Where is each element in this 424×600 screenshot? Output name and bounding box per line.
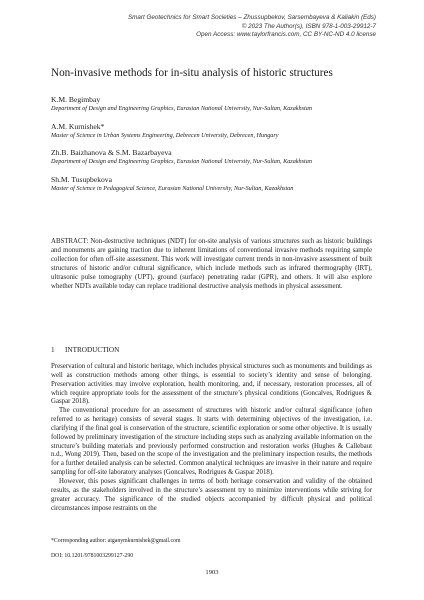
body-text — [51, 363, 372, 513]
author-name: K.M. Begimbay — [51, 95, 101, 104]
corresponding-author-note: *Corresponding author: aiganymkurnishek@gmail.com — [51, 538, 181, 544]
section-heading — [51, 345, 119, 355]
author-affiliation: Department of Design and Engineering Graphics, Eurasian National University, Nur-Sultan, Kazakhstan — [51, 105, 312, 112]
footnote — [51, 537, 372, 560]
author-block — [51, 95, 381, 114]
author-name: Zh.B. Baizhanova & S.M. Bazarbayeva — [51, 148, 172, 158]
running-header — [36, 14, 376, 40]
author-list — [51, 95, 381, 202]
page-number: 1903 — [205, 569, 219, 576]
author-affiliation: Master of Science in Pedagogical Science, Eurasian National University, Nur-Sultan, Kazakhstan — [51, 185, 294, 193]
abstract: ABSTRACT: Non-destructive techniques (NDT) for on-site analysis of various structures such as historic buildings and monuments are gaining traction due to inherent limitations of conventional invasive methods requiring sample collection for often off-site assessment. This work will investigate current trends in non-invasive assessment of built structures of historic and/or cultural significance, which include methods such as infrared thermography (IRT), ultrasonic pulse tomography (UPT), ground (surface) penetrating radar (GPR), and others. It will also explore whether NDTs available today can replace traditional destructive analysis methods in physical assessment. — [51, 238, 372, 290]
header-license: Open Access: www.taylorfrancis.com, CC BY-NC-ND 4.0 license — [196, 31, 376, 39]
section-title: INTRODUCTION — [65, 346, 120, 354]
author-affiliation: Department of Design and Engineering Graphics, Eurasian National University, Nur-Sultan, Kazakhstan — [51, 158, 312, 166]
paragraph: However, this poses significant challenges in terms of both heritage conservation and validity of the obtained results, as the stakeholders involved in the structure’s assessment try to minimize interventions while striving for greater accuracy. The significance of the studied objects accompanied by difficult physical and political circumstances impose restraints on the — [51, 477, 372, 512]
author-name: Sh.M. Tusupbekova — [51, 175, 112, 185]
author-name: A.M. Kurnishek* — [51, 121, 105, 131]
header-copyright: © 2023 The Author(s), ISBN 978-1-003-29912-7 — [241, 22, 376, 30]
section-number: 1 — [51, 346, 55, 354]
author-block — [51, 122, 381, 141]
header-book-title: Smart Geotechnics for Smart Societies – Zhussupbekov, Sarsembayeva & Kaliakin (Eds) — [127, 14, 376, 21]
paper-title: Non-invasive methods for in-situ analysis of historic structures — [51, 67, 333, 79]
doi-line: DOI: 10.1201/9781003299127-290 — [51, 553, 134, 559]
paragraph: Preservation of cultural and historic heritage, which includes physical structures such as monuments and buildings as well as construction methods among other things, is essential to society’s identity and sense of belonging. Preservation activities may involve exploration, health monitoring, and, if necessary, restoration processes, all of which require appropriate tools for the assessment of the structure’s physical conditions (Goncalves, Rodrigues & Gaspar 2018). — [51, 363, 372, 406]
author-affiliation: Master of Science in Urban Systems Engineering, Debrecen University, Debrecen, Hungary — [51, 131, 279, 139]
paragraph: The conventional procedure for an assessment of structures with historic and/or cultural significance (often referred to as heritage) consists of several stages. It starts with determining objectives of the investigation, i.e. clarifying if the final goal is conservation of the structure, scientific exploration or some other objective. It is usually followed by preliminary investigation of the structure including steps such as analyzing available information on the structure’s building materials and previously performed construction and restoration works (Hughes & Callebaut n.d., Wong 2019). Then, based on the scope of the investigation and the preliminary inspection results, the methods for a further detailed analysis can be selected. Common analytical techniques are invasive in their nature and require sampling for off-site laboratory analyses (Goncalves, Rodrigues & Gaspar 2018). — [51, 407, 372, 477]
author-block — [51, 175, 381, 194]
author-block — [51, 148, 381, 167]
